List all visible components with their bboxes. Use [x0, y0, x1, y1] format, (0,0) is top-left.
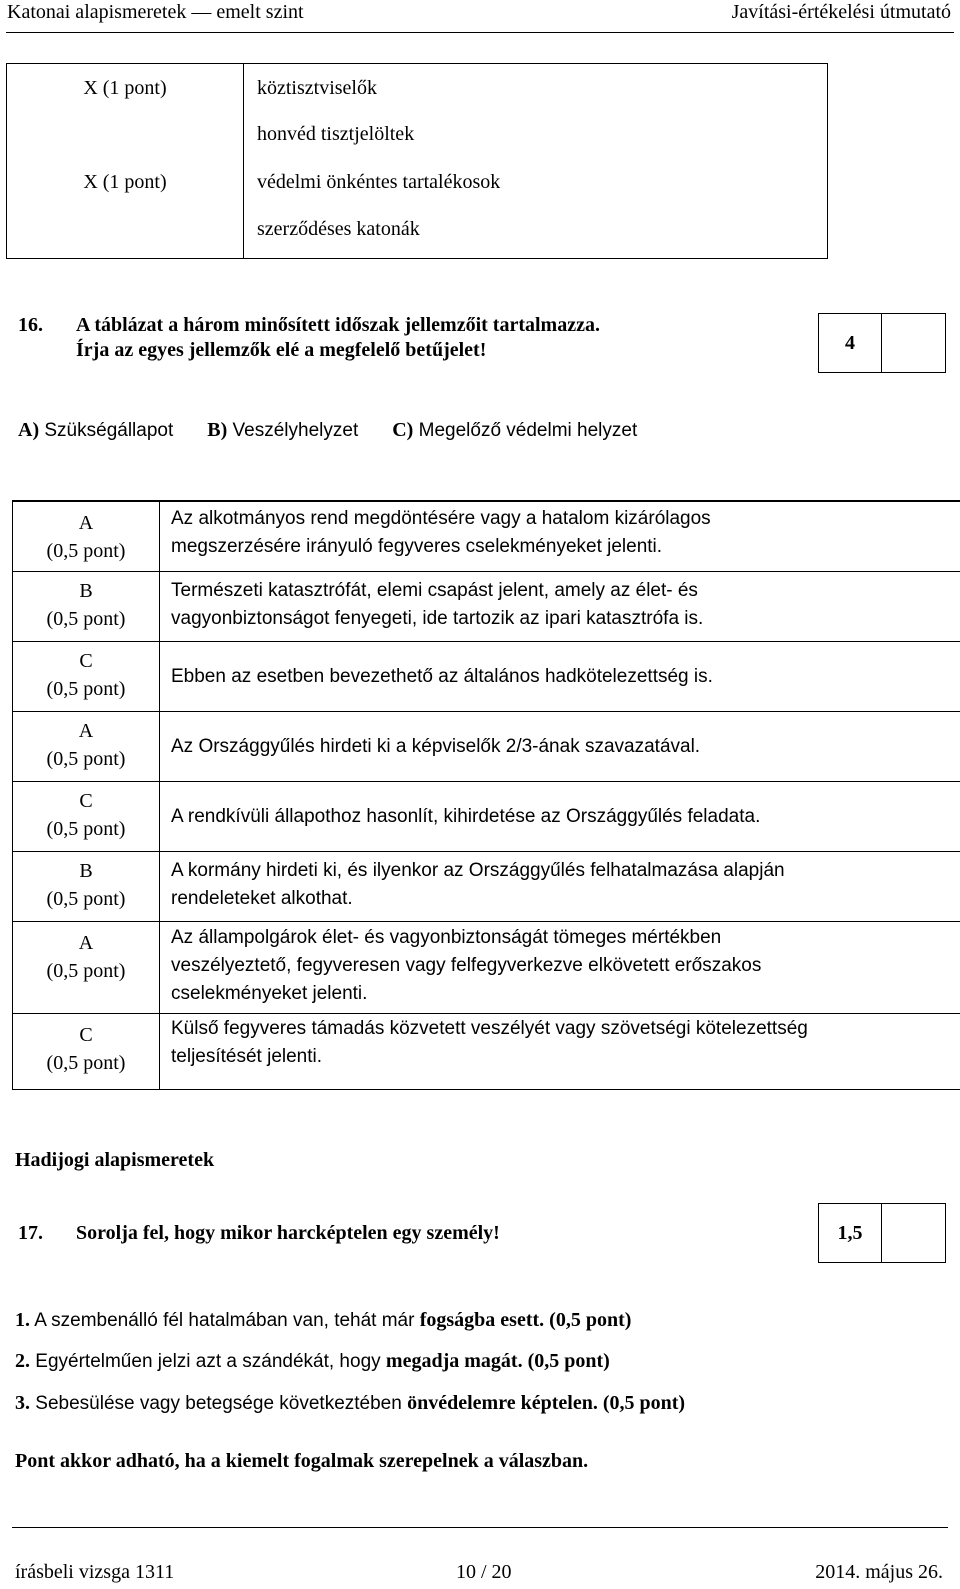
answer-item [15, 1350, 610, 1373]
option-a-key: A) [18, 419, 40, 441]
option-b-key: B) [207, 419, 228, 441]
page-header [0, 0, 960, 26]
row-letter: B [79, 580, 93, 602]
row-letter: B [79, 860, 93, 882]
row-letter: C [79, 1024, 93, 1046]
score-box-16 [818, 313, 946, 373]
row-text: Ebben az esetben bevezethető az általános hadkötelezettség is. [171, 666, 713, 687]
answer-number: 2. [15, 1350, 30, 1372]
header-subtitle: Javítási-értékelési útmutató [731, 1, 951, 23]
answer-text: Egyértelműen jelzi azt a szándékát, hogy [30, 1351, 386, 1372]
row-letter: A [78, 720, 94, 742]
question-16-line2: Írja az egyes jellemzők elé a megfelelő betűjelet! [76, 339, 487, 361]
table-cell-text: köztisztviselők [257, 77, 377, 99]
table-row [13, 1013, 960, 1091]
row-text: teljesítését jelenti. [171, 1046, 323, 1067]
header-rule [6, 32, 954, 33]
scoring-note: Pont akkor adható, ha a kiemelt fogalmak szerepelnek a válaszban. [15, 1450, 589, 1472]
table-row [13, 641, 960, 712]
answer-text: A szembenálló fél hatalmában van, tehát már [30, 1310, 420, 1331]
section-title: Hadijogi alapismeretek [15, 1149, 215, 1171]
row-text: Az alkotmányos rend megdöntésére vagy a hatalom kizárólagos [171, 508, 711, 529]
row-points: (0,5 pont) [46, 818, 126, 840]
answer-text: Sebesülése vagy betegsége következtében [30, 1393, 408, 1414]
answer-keyword: önvédelemre képtelen. [407, 1392, 598, 1414]
row-text: Az Országgyűlés hirdeti ki a képviselők 2/3-ának szavazatával. [171, 736, 701, 757]
row-text: rendeleteket alkothat. [171, 888, 353, 909]
row-text: Természeti katasztrófát, elemi csapást jelent, amely az élet- és [171, 580, 698, 601]
row-points: (0,5 pont) [46, 1052, 126, 1074]
answer-points: (0,5 pont) [522, 1350, 610, 1372]
answer-keyword: fogságba esett. [419, 1309, 545, 1331]
score-blank [882, 1204, 945, 1262]
table-row [13, 921, 960, 1014]
score-box-17 [818, 1203, 946, 1263]
table-row [13, 851, 960, 922]
answer-keyword: megadja magát. [385, 1350, 523, 1372]
table-cell-text: védelmi önkéntes tartalékosok [257, 171, 501, 193]
option-b-text: Veszélyhelyzet [227, 420, 359, 441]
row-text: A kormány hirdeti ki, és ilyenkor az Országgyűlés felhatalmazása alapján [171, 860, 785, 881]
table-row [13, 711, 960, 782]
options-line [18, 419, 637, 442]
row-text: Az állampolgárok élet- és vagyonbiztonságát tömeges mértékben [171, 927, 722, 948]
score-points: 4 [819, 314, 882, 372]
option-c-key: C) [392, 419, 414, 441]
table-divider [243, 64, 244, 258]
answer-number: 1. [15, 1309, 30, 1331]
footer-rule [12, 1527, 948, 1528]
row-points: (0,5 pont) [46, 960, 126, 982]
row-points: (0,5 pont) [46, 540, 126, 562]
answer-item [15, 1309, 631, 1332]
row-text: A rendkívüli állapothoz hasonlít, kihirdetése az Országgyűlés feladata. [171, 806, 761, 827]
footer-page-number: 10 / 20 [456, 1561, 512, 1583]
row-points: (0,5 pont) [46, 678, 126, 700]
row-letter: A [78, 512, 94, 534]
row-text: cselekményeket jelenti. [171, 983, 368, 1004]
option-a-text: Szükségállapot [39, 420, 174, 441]
row-letter: C [79, 650, 93, 672]
table-cell-text: szerződéses katonák [257, 218, 420, 240]
period-table [12, 500, 960, 1090]
score-points: 1,5 [819, 1204, 882, 1262]
table-row [13, 571, 960, 642]
footer-exam-id: írásbeli vizsga 1311 [15, 1561, 175, 1583]
row-text: megszerzésére irányuló fegyveres cselekményeket jelenti. [171, 536, 663, 557]
row-letter: C [79, 790, 93, 812]
header-title: Katonai alapismeretek — emelt szint [7, 1, 304, 23]
table-cell-label: X (1 pont) [83, 171, 167, 193]
footer-date: 2014. május 26. [815, 1561, 943, 1583]
table-cell-label: X (1 pont) [83, 77, 167, 99]
row-text: Külső fegyveres támadás közvetett veszélyét vagy szövetségi kötelezettség [171, 1018, 808, 1039]
question-17-text: Sorolja fel, hogy mikor harcképtelen egy személy! [76, 1222, 500, 1244]
row-text: veszélyeztető, fegyveresen vagy felfegyverkezve elkövetett erőszakos [171, 955, 762, 976]
row-points: (0,5 pont) [46, 608, 126, 630]
answer-item [15, 1392, 685, 1415]
row-points: (0,5 pont) [46, 748, 126, 770]
row-letter: A [78, 932, 94, 954]
row-points: (0,5 pont) [46, 888, 126, 910]
question-16-line1: A táblázat a három minősített időszak jellemzőit tartalmazza. [76, 314, 600, 336]
option-c-text: Megelőző védelmi helyzet [413, 420, 638, 441]
table-row [13, 501, 960, 572]
question-16-number: 16. [18, 314, 43, 336]
score-blank [882, 314, 945, 372]
category-table [6, 63, 828, 259]
answer-points: (0,5 pont) [597, 1392, 686, 1414]
table-cell-text: honvéd tisztjelöltek [257, 123, 415, 145]
answer-points: (0,5 pont) [544, 1309, 632, 1331]
table-row [13, 781, 960, 852]
answer-number: 3. [15, 1392, 30, 1414]
question-17-number: 17. [18, 1222, 43, 1244]
row-text: vagyonbiztonságot fenyegeti, ide tartozik az ipari katasztrófa is. [171, 608, 704, 629]
